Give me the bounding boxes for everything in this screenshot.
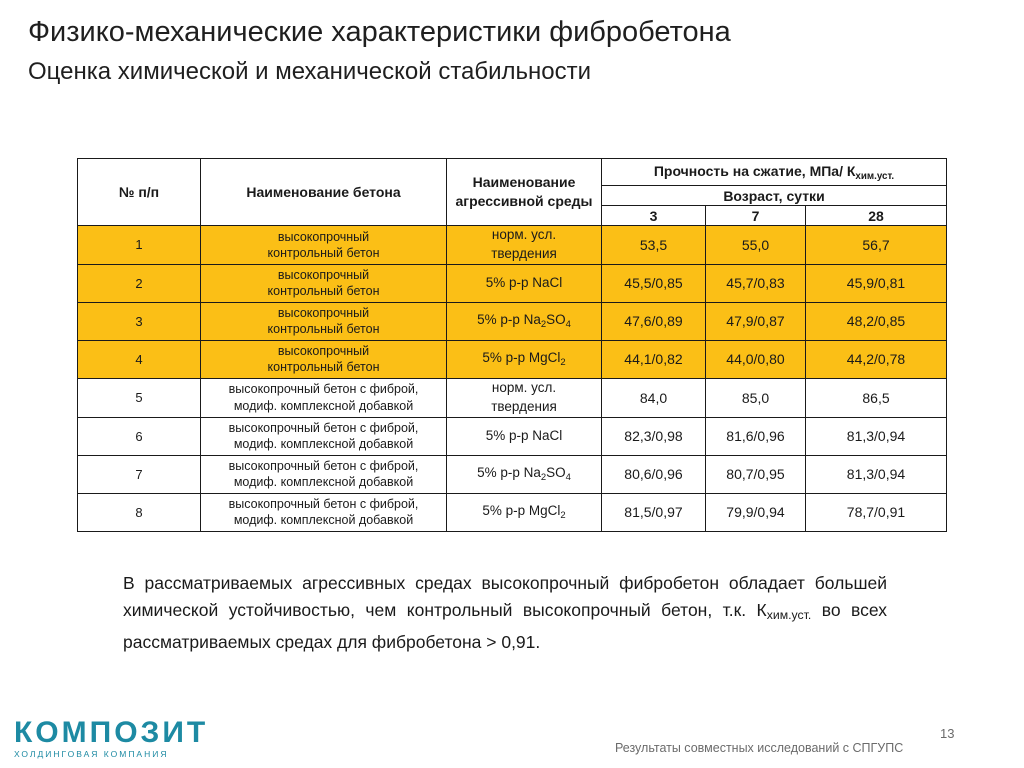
cell-medium-part: 2 bbox=[560, 509, 566, 521]
header-day-28: 28 bbox=[806, 206, 947, 226]
cell-concrete-name-line: модиф. комплексной добавкой bbox=[233, 398, 414, 413]
table-row bbox=[78, 226, 947, 265]
cell-medium-line: норм. усл. bbox=[491, 379, 557, 395]
cell-medium-line: твердения bbox=[491, 245, 557, 261]
table-row bbox=[78, 264, 947, 302]
table-row bbox=[78, 455, 947, 493]
cell-concrete-name bbox=[201, 264, 447, 302]
cell-concrete-name-line: высокопрочный bbox=[277, 344, 370, 359]
conclusion-sub: хим.уст. bbox=[766, 608, 812, 622]
cell-concrete-name-line: модиф. комплексной добавкой bbox=[233, 475, 414, 490]
cell-strength-value: 81,3/0,94 bbox=[806, 455, 947, 493]
conclusion-part2: во всех рассматриваемых средах для фибробетона > 0,91. bbox=[123, 600, 887, 652]
cell-medium bbox=[447, 302, 602, 340]
cell-medium-part: 5% р-р NaCl bbox=[485, 427, 563, 443]
cell-medium-part: 2 bbox=[540, 319, 547, 331]
cell-medium-line: норм. усл. bbox=[491, 227, 557, 242]
header-strength-sub: хим.уст. bbox=[855, 170, 895, 182]
cell-strength-value: 81,5/0,97 bbox=[602, 493, 706, 531]
table-row bbox=[78, 378, 947, 417]
cell-concrete-name bbox=[201, 302, 447, 340]
header-concrete: Наименование бетона bbox=[201, 159, 447, 226]
cell-medium bbox=[447, 493, 602, 531]
cell-concrete-name-line: высокопрочный бетон с фиброй, bbox=[228, 458, 419, 473]
cell-strength-value: 56,7 bbox=[806, 226, 947, 265]
cell-strength-value: 44,0/0,80 bbox=[706, 340, 806, 378]
header-strength-main: Прочность на сжатие, МПа/ К bbox=[653, 162, 856, 179]
cell-num: 4 bbox=[78, 340, 201, 378]
header-num: № п/п bbox=[78, 159, 201, 226]
cell-strength-value: 79,9/0,94 bbox=[706, 493, 806, 531]
cell-strength-value: 84,0 bbox=[602, 378, 706, 417]
cell-strength-value: 78,7/0,91 bbox=[806, 493, 947, 531]
logo-wordmark: КОМПОЗИТ bbox=[14, 716, 209, 749]
header-day-3: 3 bbox=[602, 206, 706, 226]
cell-concrete-name-line: контрольный бетон bbox=[267, 245, 380, 260]
cell-num: 6 bbox=[78, 417, 201, 455]
cell-medium-part: 2 bbox=[540, 471, 547, 483]
cell-medium-part: 5% р-р MgCl bbox=[482, 350, 561, 366]
cell-medium-part: 4 bbox=[565, 471, 571, 483]
cell-concrete-name-line: модиф. комплексной добавкой bbox=[233, 513, 414, 528]
cell-medium-part: SO bbox=[546, 464, 566, 480]
cell-concrete-name bbox=[201, 340, 447, 378]
cell-concrete-name-line: высокопрочный бетон с фиброй, bbox=[228, 382, 419, 397]
cell-strength-value: 45,7/0,83 bbox=[706, 264, 806, 302]
cell-medium-part: 5% р-р NaCl bbox=[485, 274, 563, 290]
slide-subtitle: Оценка химической и механической стабильности bbox=[28, 58, 592, 85]
cell-medium-part: 4 bbox=[565, 319, 571, 331]
cell-concrete-name-line: высокопрочный бетон с фиброй, bbox=[228, 496, 419, 511]
header-age: Возраст, сутки bbox=[602, 186, 947, 206]
cell-medium bbox=[447, 455, 602, 493]
cell-medium bbox=[447, 226, 602, 265]
cell-strength-value: 48,2/0,85 bbox=[806, 302, 947, 340]
cell-concrete-name-line: контрольный бетон bbox=[267, 322, 380, 337]
cell-strength-value: 86,5 bbox=[806, 378, 947, 417]
cell-concrete-name-line: высокопрочный bbox=[277, 268, 370, 283]
cell-num: 5 bbox=[78, 378, 201, 417]
cell-strength-value: 81,3/0,94 bbox=[806, 417, 947, 455]
cell-strength-value: 85,0 bbox=[706, 378, 806, 417]
cell-strength-value: 82,3/0,98 bbox=[602, 417, 706, 455]
footer-text: Результаты совместных исследований с СПГУПС bbox=[615, 741, 904, 755]
cell-strength-value: 45,9/0,81 bbox=[806, 264, 947, 302]
cell-medium-part: SO bbox=[546, 312, 566, 328]
cell-concrete-name bbox=[201, 417, 447, 455]
cell-num: 8 bbox=[78, 493, 201, 531]
cell-concrete-name-line: высокопрочный бетон с фиброй, bbox=[228, 420, 419, 435]
cell-concrete-name-line: высокопрочный bbox=[277, 229, 370, 244]
cell-concrete-name-line: модиф. комплексной добавкой bbox=[233, 437, 414, 452]
cell-medium-part: 5% р-р MgCl bbox=[482, 502, 561, 518]
cell-medium bbox=[447, 340, 602, 378]
cell-strength-value: 80,7/0,95 bbox=[706, 455, 806, 493]
cell-strength-value: 44,1/0,82 bbox=[602, 340, 706, 378]
logo-tagline: ХОЛДИНГОВАЯ КОМПАНИЯ bbox=[14, 749, 169, 759]
company-logo bbox=[14, 718, 259, 760]
cell-medium-line: твердения bbox=[491, 398, 557, 414]
cell-strength-value: 47,9/0,87 bbox=[706, 302, 806, 340]
cell-concrete-name-line: контрольный бетон bbox=[267, 284, 380, 299]
cell-medium bbox=[447, 378, 602, 417]
header-strength bbox=[602, 159, 947, 186]
table-row bbox=[78, 493, 947, 531]
page-number: 13 bbox=[940, 726, 955, 741]
cell-strength-value: 80,6/0,96 bbox=[602, 455, 706, 493]
cell-num: 2 bbox=[78, 264, 201, 302]
cell-concrete-name-line: контрольный бетон bbox=[267, 360, 380, 375]
table-row bbox=[78, 302, 947, 340]
cell-medium-part: 5% р-р Na bbox=[477, 312, 541, 328]
cell-strength-value: 55,0 bbox=[706, 226, 806, 265]
cell-concrete-name bbox=[201, 226, 447, 265]
strength-table bbox=[77, 158, 947, 532]
cell-concrete-name bbox=[201, 455, 447, 493]
cell-num: 1 bbox=[78, 226, 201, 265]
cell-strength-value: 53,5 bbox=[602, 226, 706, 265]
cell-concrete-name bbox=[201, 378, 447, 417]
conclusion-text bbox=[123, 570, 887, 656]
cell-strength-value: 81,6/0,96 bbox=[706, 417, 806, 455]
cell-medium-part: 5% р-р Na bbox=[477, 464, 541, 480]
conclusion-part1: В рассматриваемых агрессивных средах высокопрочный фибробетон обладает большей химической устойчивостью, чем контрольный высокопрочный бетон, т.к. К bbox=[123, 573, 887, 620]
table-row bbox=[78, 340, 947, 378]
cell-medium-part: 2 bbox=[560, 357, 566, 369]
cell-medium bbox=[447, 264, 602, 302]
table-row bbox=[78, 417, 947, 455]
cell-strength-value: 45,5/0,85 bbox=[602, 264, 706, 302]
cell-strength-value: 44,2/0,78 bbox=[806, 340, 947, 378]
cell-concrete-name bbox=[201, 493, 447, 531]
slide-title: Физико-механические характеристики фибробетона bbox=[28, 16, 731, 48]
cell-concrete-name-line: высокопрочный bbox=[277, 306, 370, 321]
cell-medium bbox=[447, 417, 602, 455]
header-medium: Наименование агрессивной среды bbox=[447, 159, 602, 226]
cell-num: 3 bbox=[78, 302, 201, 340]
cell-num: 7 bbox=[78, 455, 201, 493]
cell-strength-value: 47,6/0,89 bbox=[602, 302, 706, 340]
header-day-7: 7 bbox=[706, 206, 806, 226]
